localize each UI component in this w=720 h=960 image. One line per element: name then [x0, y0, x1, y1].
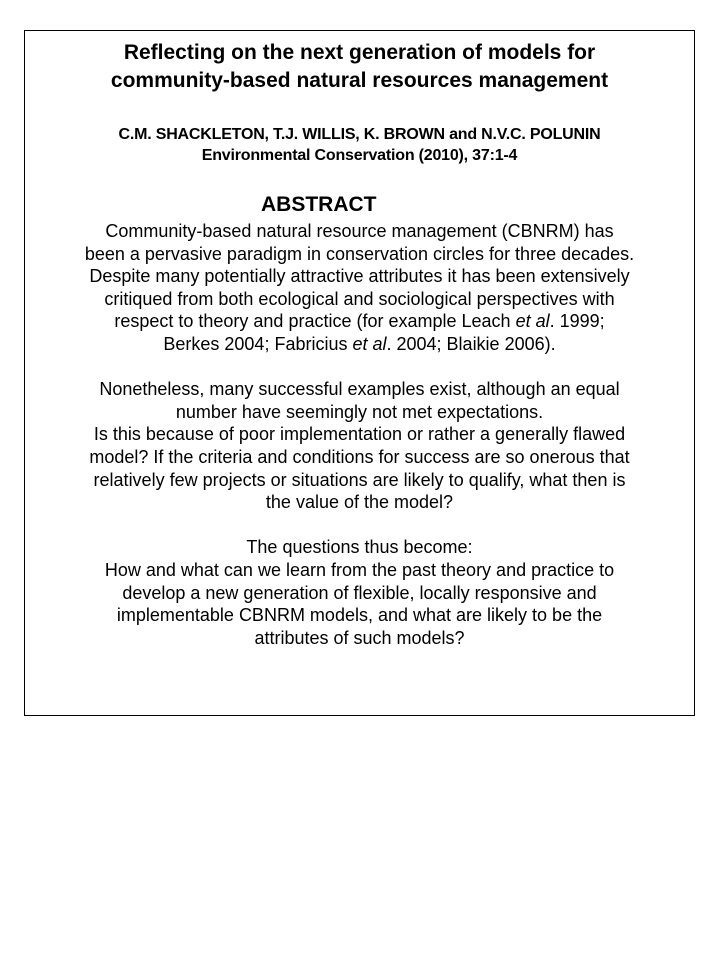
abstract-line: develop a new generation of flexible, locally responsive and	[122, 582, 597, 603]
text-run: . 1999;	[549, 311, 605, 332]
text-run: respect to theory and practice (for example Leach	[114, 311, 516, 332]
abstract-frame	[24, 30, 695, 716]
abstract-line: The questions thus become:	[246, 537, 473, 558]
abstract-line: model? If the criteria and conditions for success are so onerous that	[89, 446, 630, 467]
abstract-line: been a pervasive paradigm in conservation circles for three decades.	[84, 243, 635, 264]
abstract-heading: ABSTRACT	[261, 193, 377, 216]
abstract-line: Nonetheless, many successful examples exist, although an equal	[99, 379, 620, 400]
author-block	[25, 124, 694, 166]
abstract-line: the value of the model?	[265, 492, 454, 513]
title-line: Reflecting on the next generation of models for	[123, 41, 596, 64]
abstract-line: number have seemingly not met expectations.	[175, 401, 544, 422]
abstract-body	[25, 220, 694, 649]
abstract-line: Despite many potentially attractive attributes it has been extensively	[89, 266, 630, 287]
paper-title	[25, 39, 694, 95]
text-run: Berkes 2004; Fabricius	[163, 333, 353, 354]
abstract-line: How and what can we learn from the past theory and practice to	[104, 559, 615, 580]
abstract-line: Community-based natural resource management (CBNRM) has	[105, 221, 614, 241]
abstract-line: attributes of such models?	[254, 627, 465, 648]
citation-line: Environmental Conservation (2010), 37:1-4	[201, 147, 518, 164]
abstract-line	[25, 310, 694, 333]
abstract-line: relatively few projects or situations are likely to qualify, what then is	[93, 469, 626, 490]
text-run: . 2004; Blaikie 2006).	[386, 333, 556, 354]
abstract-line	[25, 333, 694, 356]
abstract-line: Is this because of poor implementation or rather a generally flawed	[93, 424, 626, 445]
paragraph-gap	[25, 356, 694, 379]
abstract-line: implementable CBNRM models, and what are likely to be the	[116, 605, 603, 626]
abstract-line: critiqued from both ecological and sociological perspectives with	[104, 288, 615, 309]
italic-run: et al	[515, 311, 550, 332]
title-line: community-based natural resources management	[110, 69, 609, 92]
italic-run: et al	[352, 333, 387, 354]
author-line: C.M. SHACKLETON, T.J. WILLIS, K. BROWN and N.V.C. POLUNIN	[118, 126, 601, 143]
paragraph-gap	[25, 514, 694, 537]
